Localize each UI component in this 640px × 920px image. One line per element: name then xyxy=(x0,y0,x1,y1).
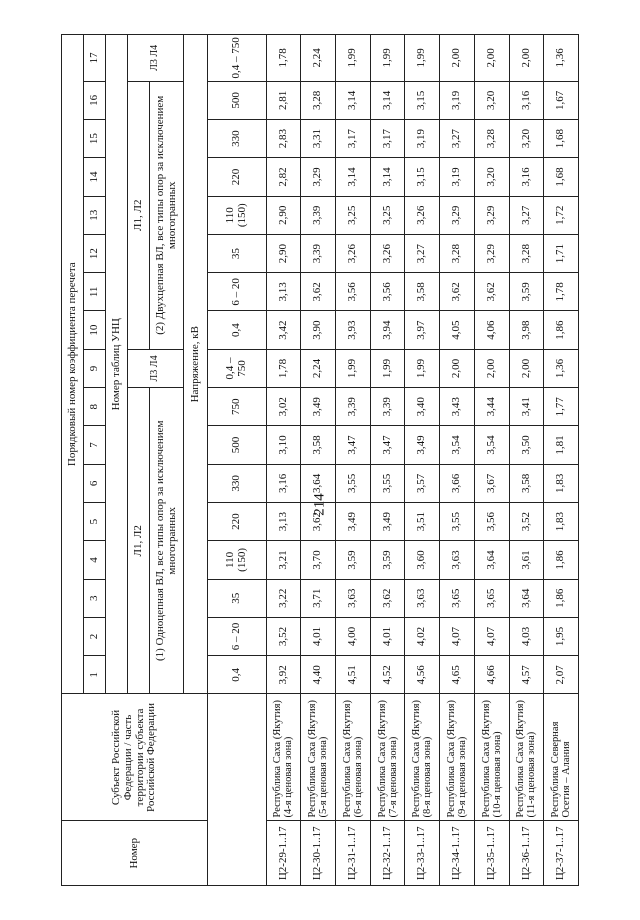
value-cell: 3,29 xyxy=(301,158,336,196)
value-cell: 3,63 xyxy=(335,579,370,617)
column-number: 16 xyxy=(84,81,106,119)
value-cell: 3,49 xyxy=(370,502,405,540)
voltage-row xyxy=(208,35,267,886)
voltage-row-blank xyxy=(208,694,267,886)
voltage-cell: 220 xyxy=(208,502,267,540)
row-subject: Республика Саха (Якутия) (6-я ценовая зона) xyxy=(335,694,370,821)
column-number: 1 xyxy=(84,656,106,694)
value-cell: 1,86 xyxy=(544,541,579,579)
value-cell: 3,57 xyxy=(405,464,440,502)
value-cell: 3,10 xyxy=(266,426,301,464)
value-cell: 3,14 xyxy=(370,81,405,119)
value-cell: 3,56 xyxy=(474,502,509,540)
value-cell: 3,61 xyxy=(509,541,544,579)
value-cell: 1,71 xyxy=(544,234,579,272)
row-code: Ц2-33-1..17 xyxy=(405,821,440,886)
header-group2-tables: Л1, Л2 xyxy=(128,81,150,349)
value-cell: 3,17 xyxy=(335,120,370,158)
value-cell: 2,90 xyxy=(266,196,301,234)
value-cell: 3,49 xyxy=(335,502,370,540)
header-voltage-label: Напряжение, кВ xyxy=(184,35,208,694)
value-cell: 3,20 xyxy=(474,81,509,119)
voltage-cell: 0,4 xyxy=(208,656,267,694)
value-cell: 4,06 xyxy=(474,311,509,349)
column-number: 17 xyxy=(84,35,106,82)
value-cell: 4,65 xyxy=(440,656,475,694)
value-cell: 1,36 xyxy=(544,35,579,82)
value-cell: 3,19 xyxy=(440,81,475,119)
voltage-cell: 0,4 – 750 xyxy=(208,35,267,82)
column-number: 12 xyxy=(84,234,106,272)
column-number: 7 xyxy=(84,426,106,464)
value-cell: 3,64 xyxy=(474,541,509,579)
column-number: 6 xyxy=(84,464,106,502)
column-number: 3 xyxy=(84,579,106,617)
value-cell: 4,00 xyxy=(335,617,370,655)
value-cell: 4,56 xyxy=(405,656,440,694)
value-cell: 3,56 xyxy=(370,273,405,311)
value-cell: 3,27 xyxy=(440,120,475,158)
value-cell: 2,00 xyxy=(440,349,475,387)
value-cell: 3,26 xyxy=(405,196,440,234)
value-cell: 1,83 xyxy=(544,502,579,540)
value-cell: 3,65 xyxy=(474,579,509,617)
row-subject: Республика Саха (Якутия) (10-я ценовая зона) xyxy=(474,694,509,821)
value-cell: 3,13 xyxy=(266,502,301,540)
header-group2-desc: (2) Двухцепная ВЛ, все типы опор за исключением многогранных xyxy=(150,81,184,349)
value-cell: 3,16 xyxy=(509,81,544,119)
value-cell: 1,83 xyxy=(544,464,579,502)
value-cell: 1,99 xyxy=(370,349,405,387)
value-cell: 3,90 xyxy=(301,311,336,349)
voltage-cell: 6 – 20 xyxy=(208,273,267,311)
voltage-cell: 330 xyxy=(208,464,267,502)
table-row xyxy=(370,35,405,886)
header-subject: Субъект Российской Федерации / часть территории субъекта Российской Федерации xyxy=(62,694,208,821)
header-nomer: Номер xyxy=(62,821,208,886)
value-cell: 3,54 xyxy=(440,426,475,464)
column-number: 13 xyxy=(84,196,106,234)
column-number: 10 xyxy=(84,311,106,349)
table-row xyxy=(405,35,440,886)
value-cell: 1,72 xyxy=(544,196,579,234)
value-cell: 4,66 xyxy=(474,656,509,694)
table-row xyxy=(544,35,579,886)
row-code: Ц2-36-1..17 xyxy=(509,821,544,886)
value-cell: 3,43 xyxy=(440,388,475,426)
value-cell: 3,58 xyxy=(509,464,544,502)
value-cell: 2,00 xyxy=(474,349,509,387)
column-number: 14 xyxy=(84,158,106,196)
value-cell: 3,66 xyxy=(440,464,475,502)
value-cell: 3,56 xyxy=(335,273,370,311)
table-row xyxy=(509,35,544,886)
value-cell: 1,81 xyxy=(544,426,579,464)
value-cell: 3,39 xyxy=(335,388,370,426)
value-cell: 3,14 xyxy=(370,158,405,196)
value-cell: 3,20 xyxy=(509,120,544,158)
value-cell: 3,28 xyxy=(474,120,509,158)
value-cell: 3,16 xyxy=(266,464,301,502)
value-cell: 3,16 xyxy=(509,158,544,196)
value-cell: 3,50 xyxy=(509,426,544,464)
value-cell: 3,25 xyxy=(370,196,405,234)
column-number: 11 xyxy=(84,273,106,311)
table-row xyxy=(335,35,370,886)
value-cell: 3,62 xyxy=(474,273,509,311)
value-cell: 3,58 xyxy=(301,426,336,464)
row-subject: Республика Саха (Якутия) (8-я ценовая зона) xyxy=(405,694,440,821)
value-cell: 3,47 xyxy=(335,426,370,464)
value-cell: 3,67 xyxy=(474,464,509,502)
voltage-cell: 500 xyxy=(208,426,267,464)
value-cell: 3,62 xyxy=(370,579,405,617)
value-cell: 3,20 xyxy=(474,158,509,196)
value-cell: 3,19 xyxy=(440,158,475,196)
value-cell: 3,52 xyxy=(266,617,301,655)
row-subject: Республика Саха (Якутия) (7-я ценовая зона) xyxy=(370,694,405,821)
value-cell: 3,28 xyxy=(509,234,544,272)
table-row xyxy=(266,35,301,886)
value-cell: 1,78 xyxy=(544,273,579,311)
header-group1-tables-b: Л3 Л4 xyxy=(128,349,184,387)
voltage-cell: 35 xyxy=(208,234,267,272)
value-cell: 3,39 xyxy=(301,196,336,234)
value-cell: 3,28 xyxy=(440,234,475,272)
row-subject: Республика Саха (Якутия) (4-я ценовая зона) xyxy=(266,694,301,821)
value-cell: 2,24 xyxy=(301,35,336,82)
value-cell: 3,29 xyxy=(474,196,509,234)
header-coef-title: Порядковый номер коэффициента перечета xyxy=(62,35,84,694)
value-cell: 2,00 xyxy=(474,35,509,82)
value-cell: 2,81 xyxy=(266,81,301,119)
value-cell: 1,99 xyxy=(370,35,405,82)
value-cell: 3,14 xyxy=(335,81,370,119)
header-group1-desc: (1) Одноцепная ВЛ, все типы опор за исключением многогранных xyxy=(150,388,184,694)
row-subject: Республика Саха (Якутия) (5-я ценовая зона) xyxy=(301,694,336,821)
value-cell: 3,27 xyxy=(405,234,440,272)
row-subject: Республика Саха (Якутия) (9-я ценовая зона) xyxy=(440,694,475,821)
value-cell: 3,26 xyxy=(370,234,405,272)
value-cell: 1,95 xyxy=(544,617,579,655)
value-cell: 3,15 xyxy=(405,158,440,196)
value-cell: 1,78 xyxy=(266,349,301,387)
coefficient-table xyxy=(61,34,579,886)
value-cell: 3,92 xyxy=(266,656,301,694)
value-cell: 1,36 xyxy=(544,349,579,387)
value-cell: 2,90 xyxy=(266,234,301,272)
table-row xyxy=(301,35,336,886)
value-cell: 1,68 xyxy=(544,120,579,158)
value-cell: 4,01 xyxy=(301,617,336,655)
voltage-cell: 220 xyxy=(208,158,267,196)
header-group1-tables: Л1, Л2 xyxy=(128,388,150,694)
value-cell: 3,49 xyxy=(405,426,440,464)
voltage-cell: 750 xyxy=(208,388,267,426)
column-number: 5 xyxy=(84,502,106,540)
value-cell: 1,86 xyxy=(544,579,579,617)
value-cell: 1,99 xyxy=(405,349,440,387)
value-cell: 2,83 xyxy=(266,120,301,158)
row-code: Ц2-34-1..17 xyxy=(440,821,475,886)
voltage-cell: 35 xyxy=(208,579,267,617)
row-subject: Республика Северная Осетия – Алания xyxy=(544,694,579,821)
value-cell: 3,71 xyxy=(301,579,336,617)
value-cell: 3,59 xyxy=(335,541,370,579)
value-cell: 3,55 xyxy=(370,464,405,502)
value-cell: 3,59 xyxy=(370,541,405,579)
page-number: 214 xyxy=(311,493,328,516)
value-cell: 3,62 xyxy=(440,273,475,311)
table-row xyxy=(474,35,509,886)
voltage-cell: 110 (150) xyxy=(208,541,267,579)
value-cell: 4,52 xyxy=(370,656,405,694)
row-code: Ц2-35-1..17 xyxy=(474,821,509,886)
voltage-cell: 0,4 xyxy=(208,311,267,349)
row-subject: Республика Саха (Якутия) (11-я ценовая зона) xyxy=(509,694,544,821)
value-cell: 3,14 xyxy=(335,158,370,196)
value-cell: 3,21 xyxy=(266,541,301,579)
value-cell: 3,19 xyxy=(405,120,440,158)
value-cell: 3,29 xyxy=(440,196,475,234)
value-cell: 3,94 xyxy=(370,311,405,349)
value-cell: 1,99 xyxy=(405,35,440,82)
value-cell: 3,63 xyxy=(440,541,475,579)
value-cell: 3,54 xyxy=(474,426,509,464)
value-cell: 1,78 xyxy=(266,35,301,82)
value-cell: 4,02 xyxy=(405,617,440,655)
value-cell: 3,02 xyxy=(266,388,301,426)
value-cell: 3,55 xyxy=(335,464,370,502)
value-cell: 3,52 xyxy=(509,502,544,540)
table-row xyxy=(440,35,475,886)
value-cell: 2,82 xyxy=(266,158,301,196)
value-cell: 4,01 xyxy=(370,617,405,655)
value-cell: 3,28 xyxy=(301,81,336,119)
row-code: Ц2-30-1..17 xyxy=(301,821,336,886)
column-number: 9 xyxy=(84,349,106,387)
value-cell: 3,17 xyxy=(370,120,405,158)
value-cell: 3,40 xyxy=(405,388,440,426)
value-cell: 3,59 xyxy=(509,273,544,311)
value-cell: 3,26 xyxy=(335,234,370,272)
value-cell: 3,15 xyxy=(405,81,440,119)
value-cell: 3,60 xyxy=(405,541,440,579)
value-cell: 4,05 xyxy=(440,311,475,349)
value-cell: 4,07 xyxy=(440,617,475,655)
voltage-cell: 110 (150) xyxy=(208,196,267,234)
row-code: Ц2-37-1..17 xyxy=(544,821,579,886)
value-cell: 3,70 xyxy=(301,541,336,579)
value-cell: 2,07 xyxy=(544,656,579,694)
value-cell: 3,64 xyxy=(509,579,544,617)
value-cell: 2,00 xyxy=(509,349,544,387)
value-cell: 3,98 xyxy=(509,311,544,349)
value-cell: 3,64 xyxy=(301,464,336,502)
value-cell: 4,51 xyxy=(335,656,370,694)
row-code: Ц2-32-1..17 xyxy=(370,821,405,886)
value-cell: 3,55 xyxy=(440,502,475,540)
value-cell: 2,24 xyxy=(301,349,336,387)
value-cell: 3,13 xyxy=(266,273,301,311)
value-cell: 2,00 xyxy=(440,35,475,82)
value-cell: 3,42 xyxy=(266,311,301,349)
header-table-num-label: Номер таблиц УНЦ xyxy=(106,35,128,694)
value-cell: 3,27 xyxy=(509,196,544,234)
row-code: Ц2-29-1..17 xyxy=(266,821,301,886)
value-cell: 3,51 xyxy=(405,502,440,540)
value-cell: 3,97 xyxy=(405,311,440,349)
row-code: Ц2-31-1..17 xyxy=(335,821,370,886)
value-cell: 3,93 xyxy=(335,311,370,349)
value-cell: 1,86 xyxy=(544,311,579,349)
value-cell: 3,62 xyxy=(301,273,336,311)
value-cell: 1,67 xyxy=(544,81,579,119)
column-number: 2 xyxy=(84,617,106,655)
value-cell: 3,58 xyxy=(405,273,440,311)
value-cell: 3,65 xyxy=(440,579,475,617)
value-cell: 3,29 xyxy=(474,234,509,272)
value-cell: 3,39 xyxy=(370,388,405,426)
value-cell: 3,62 xyxy=(301,502,336,540)
value-cell: 3,39 xyxy=(301,234,336,272)
value-cell: 1,99 xyxy=(335,35,370,82)
value-cell: 3,47 xyxy=(370,426,405,464)
column-number: 4 xyxy=(84,541,106,579)
value-cell: 3,63 xyxy=(405,579,440,617)
value-cell: 1,77 xyxy=(544,388,579,426)
value-cell: 3,22 xyxy=(266,579,301,617)
value-cell: 4,57 xyxy=(509,656,544,694)
value-cell: 4,03 xyxy=(509,617,544,655)
value-cell: 3,31 xyxy=(301,120,336,158)
voltage-cell: 6 – 20 xyxy=(208,617,267,655)
value-cell: 2,00 xyxy=(509,35,544,82)
header-group2-tables-b: Л3 Л4 xyxy=(128,35,184,82)
value-cell: 1,68 xyxy=(544,158,579,196)
value-cell: 3,41 xyxy=(509,388,544,426)
value-cell: 3,44 xyxy=(474,388,509,426)
column-number: 8 xyxy=(84,388,106,426)
voltage-cell: 330 xyxy=(208,120,267,158)
rotated-table-container xyxy=(61,34,579,886)
voltage-cell: 0,4 – 750 xyxy=(208,349,267,387)
value-cell: 4,07 xyxy=(474,617,509,655)
value-cell: 4,40 xyxy=(301,656,336,694)
column-number: 15 xyxy=(84,120,106,158)
value-cell: 3,25 xyxy=(335,196,370,234)
voltage-cell: 500 xyxy=(208,81,267,119)
value-cell: 1,99 xyxy=(335,349,370,387)
value-cell: 3,49 xyxy=(301,388,336,426)
